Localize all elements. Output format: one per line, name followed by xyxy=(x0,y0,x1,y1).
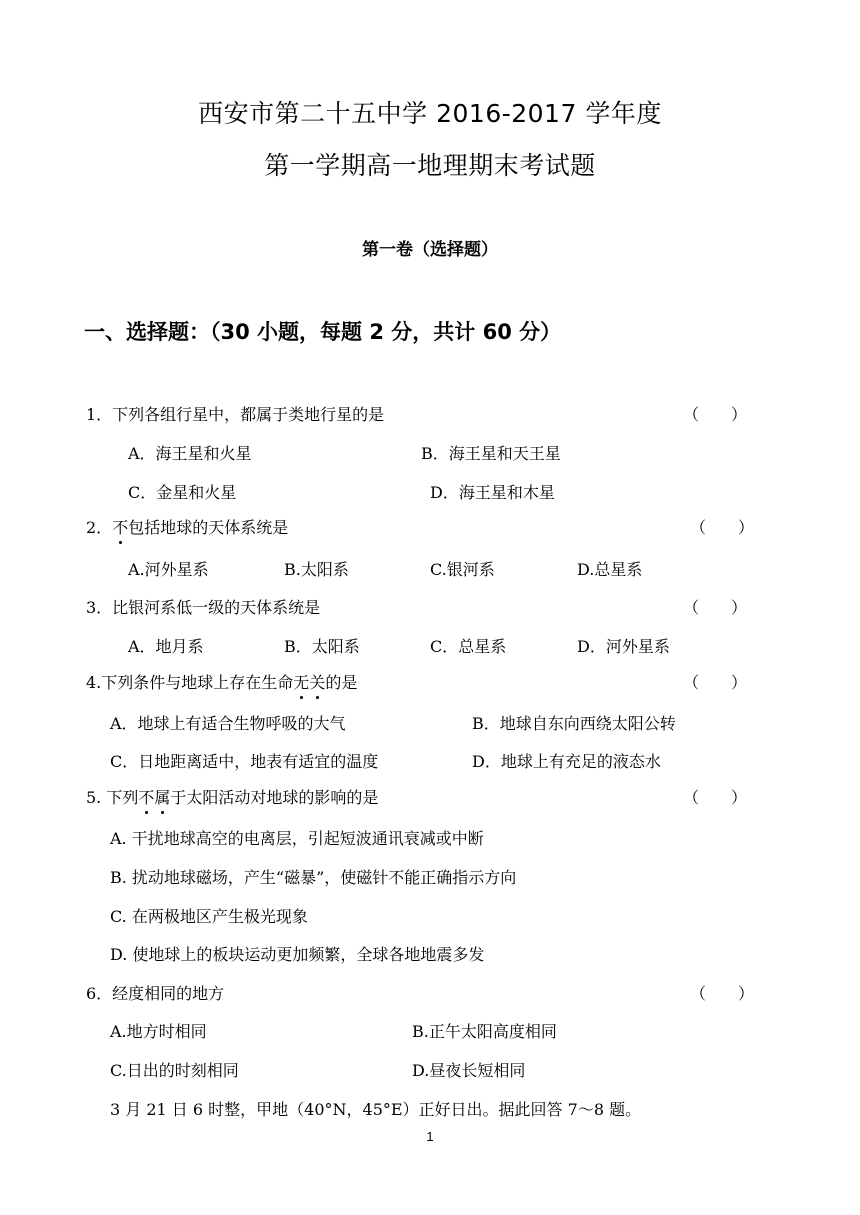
question-2-answer-blank: （ ） xyxy=(690,518,755,537)
question-2-option-c: C.银河系 xyxy=(430,560,495,579)
question-3-option-c: C．总星系 xyxy=(430,637,507,656)
passage-note-7-8: 3 月 21 日 6 时整，甲地（40°N，45°E）正好日出。据此回答 7～8 题。 xyxy=(110,1100,642,1119)
emphasis-dot: 不 xyxy=(112,515,128,538)
question-4-option-d: D．地球上有充足的液态水 xyxy=(472,752,661,771)
question-6-option-c: C.日出的时刻相同 xyxy=(110,1061,239,1080)
section-heading: 一、选择题：（30 小题，每题 2 分，共计 60 分） xyxy=(84,320,562,344)
question-4-option-b: B．地球自东向西绕太阳公转 xyxy=(472,714,676,733)
emphasis-dot: 关 xyxy=(309,670,325,693)
question-3-stem: 3．比银河系低一级的天体系统是 xyxy=(86,598,321,617)
exam-title-line2: 第一学期高一地理期末考试题 xyxy=(264,151,596,180)
emphasis-dot: 属 xyxy=(154,785,170,808)
question-5-answer-blank: （ ） xyxy=(683,788,748,807)
question-5-option-d: D. 使地球上的板块运动更加频繁，全球各地地震多发 xyxy=(110,945,485,964)
page-number: 1 xyxy=(426,1129,434,1144)
question-5-option-c: C. 在两极地区产生极光现象 xyxy=(110,907,308,926)
question-1-option-c: C．金星和火星 xyxy=(128,483,237,502)
question-4-answer-blank: （ ） xyxy=(683,673,748,692)
question-3-option-b: B．太阳系 xyxy=(284,637,360,656)
question-2-option-d: D.总星系 xyxy=(577,560,643,579)
question-6-option-a: A.地方时相同 xyxy=(110,1022,207,1041)
volume-heading: 第一卷（选择题） xyxy=(362,240,498,260)
question-1-answer-blank: （ ） xyxy=(683,405,748,424)
emphasis-dot: 不 xyxy=(138,785,154,808)
question-3-answer-blank: （ ） xyxy=(683,598,748,617)
question-3-option-a: A．地月系 xyxy=(128,637,204,656)
emphasis-dot: 无 xyxy=(293,670,309,693)
question-6-answer-blank: （ ） xyxy=(690,984,755,1003)
question-1-option-a: A．海王星和火星 xyxy=(128,444,252,463)
question-2-stem: 2．不包括地球的天体系统是 xyxy=(86,515,288,538)
question-1-option-b: B．海王星和天王星 xyxy=(421,444,561,463)
exam-title-line1: 西安市第二十五中学 2016-2017 学年度 xyxy=(198,99,662,128)
question-2-option-b: B.太阳系 xyxy=(284,560,349,579)
question-3-option-d: D．河外星系 xyxy=(577,637,670,656)
question-5-option-a: A. 干扰地球高空的电离层，引起短波通讯衰减或中断 xyxy=(110,829,484,848)
question-6-option-d: D.昼夜长短相同 xyxy=(412,1061,526,1080)
question-2-option-a: A.河外星系 xyxy=(128,560,209,579)
question-6-stem: 6．经度相同的地方 xyxy=(86,984,225,1003)
question-5-option-b: B. 扰动地球磁场，产生“磁暴”，使磁针不能正确指示方向 xyxy=(110,868,517,887)
question-6-option-b: B.正午太阳高度相同 xyxy=(412,1022,557,1041)
question-1-stem: 1．下列各组行星中，都属于类地行星的是 xyxy=(86,405,385,424)
question-5-stem: 5. 下列不属于太阳活动对地球的影响的是 xyxy=(86,785,378,808)
question-4-option-c: C．日地距离适中，地表有适宜的温度 xyxy=(110,752,379,771)
question-1-option-d: D．海王星和木星 xyxy=(430,483,555,502)
question-4-stem: 4.下列条件与地球上存在生命无关的是 xyxy=(86,670,357,693)
question-4-option-a: A．地球上有适合生物呼吸的大气 xyxy=(110,714,346,733)
